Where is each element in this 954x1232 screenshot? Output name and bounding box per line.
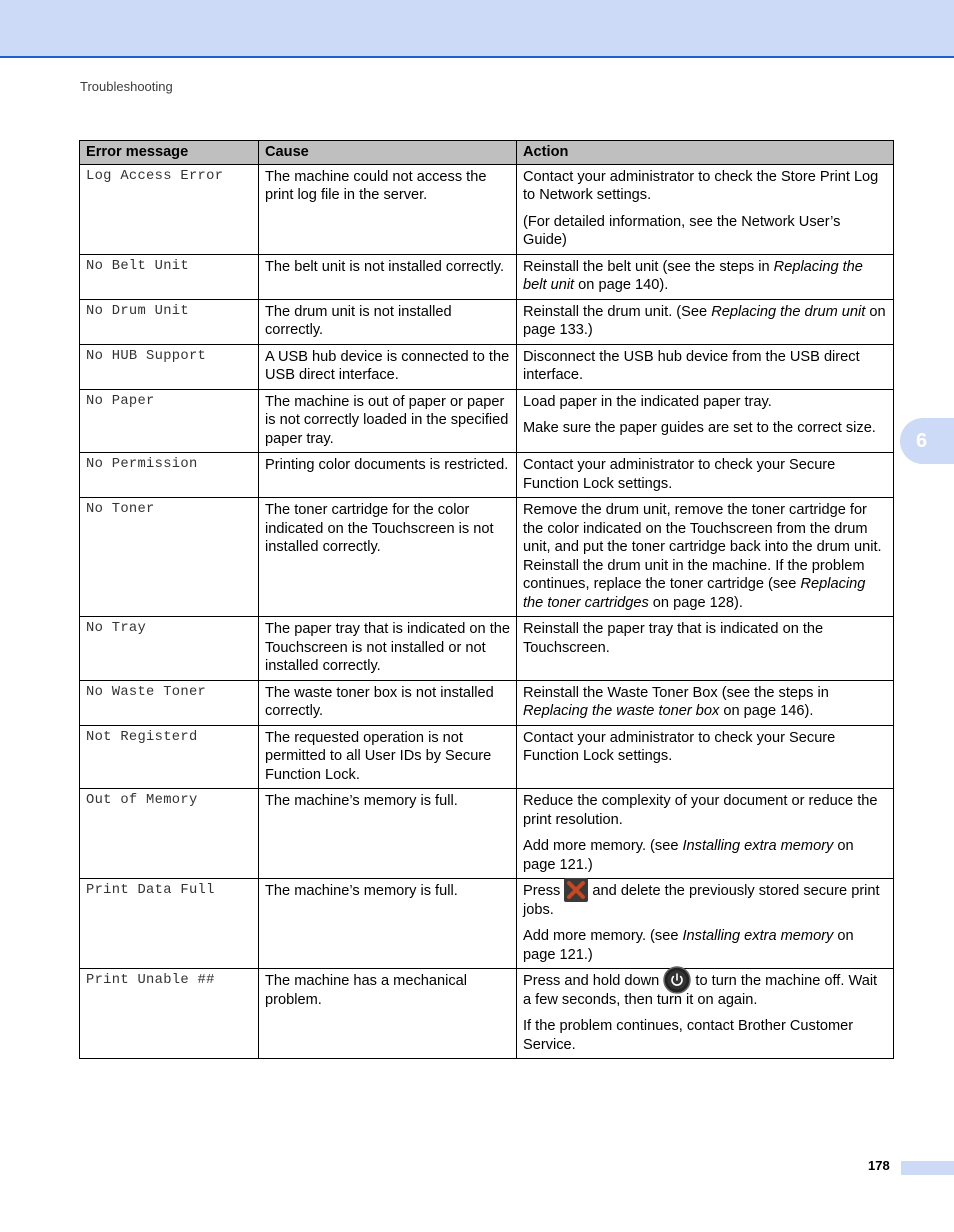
column-header-action: Action — [517, 141, 894, 165]
table-row — [80, 389, 894, 453]
action-paragraph — [523, 882, 887, 919]
cause-cell: Printing color documents is restricted. — [259, 453, 517, 498]
action-text: on page 146). — [719, 703, 814, 719]
cause-cell: The waste toner box is not installed correctly. — [259, 680, 517, 725]
error-message-cell: No Drum Unit — [80, 299, 259, 344]
error-message-cell: No Permission — [80, 453, 259, 498]
cancel-x-icon — [564, 878, 588, 902]
cause-cell: The belt unit is not installed correctly. — [259, 254, 517, 299]
error-message-cell: No Belt Unit — [80, 254, 259, 299]
cause-cell: The machine’s memory is full. — [259, 789, 517, 879]
action-paragraph — [523, 258, 887, 295]
chapter-tab[interactable] — [900, 418, 954, 464]
cause-cell: The requested operation is not permitted to all User IDs by Secure Function Lock. — [259, 725, 517, 789]
cause-cell: The machine could not access the print log file in the server. — [259, 164, 517, 254]
action-cell — [517, 254, 894, 299]
action-paragraph — [523, 501, 887, 612]
action-paragraph: Disconnect the USB hub device from the USB direct interface. — [523, 348, 860, 383]
chapter-number: 6 — [916, 429, 928, 452]
action-cell — [517, 725, 894, 789]
action-cell — [517, 453, 894, 498]
action-text: on page 121.) — [523, 928, 854, 963]
action-text: Reinstall the belt unit (see the steps in — [523, 258, 774, 275]
action-paragraph: Contact your administrator to check your Secure Function Lock settings. — [523, 729, 836, 764]
cause-cell: The machine is out of paper or paper is not correctly loaded in the specified paper tray. — [259, 389, 517, 453]
cross-reference: Installing extra memory — [682, 838, 834, 854]
table-header-row — [80, 141, 894, 165]
action-text: Press — [523, 883, 565, 899]
action-paragraph: Contact your administrator to check your Secure Function Lock settings. — [523, 457, 836, 492]
error-message-cell: No HUB Support — [80, 344, 259, 389]
page-header-band — [0, 0, 954, 58]
action-cell — [517, 680, 894, 725]
cross-reference: Replacing the drum unit — [711, 303, 866, 320]
cross-reference: Replacing the toner cartridges — [523, 576, 866, 611]
action-text: on page 121.) — [523, 838, 854, 873]
action-paragraph: Reinstall the paper tray that is indicated on the Touchscreen. — [523, 621, 824, 656]
column-header-cause: Cause — [259, 141, 517, 165]
error-message-cell: Log Access Error — [80, 164, 259, 254]
page-number: 178 — [868, 1158, 890, 1173]
table-row — [80, 254, 894, 299]
action-text: on page 133.) — [523, 303, 886, 338]
action-cell — [517, 164, 894, 254]
error-message-cell: Out of Memory — [80, 789, 259, 879]
action-paragraph: (For detailed information, see the Network User’s Guide) — [523, 213, 841, 248]
cause-cell: The paper tray that is indicated on the Touchscreen is not installed or not installed correctly. — [259, 617, 517, 681]
section-title: Troubleshooting — [80, 79, 173, 94]
action-cell — [517, 789, 894, 879]
action-text: Add more memory. (see — [523, 838, 683, 854]
error-message-cell: No Waste Toner — [80, 680, 259, 725]
action-text: Press and hold down — [523, 973, 664, 989]
action-paragraph: Load paper in the indicated paper tray. — [523, 393, 772, 410]
error-message-cell: No Tray — [80, 617, 259, 681]
cross-reference: Replacing the belt unit — [523, 258, 863, 293]
power-button-icon — [663, 966, 691, 994]
table-row — [80, 725, 894, 789]
page-number-bar — [901, 1161, 954, 1175]
action-cell — [517, 617, 894, 681]
cross-reference: Replacing the waste toner box — [523, 703, 720, 719]
error-message-cell: No Paper — [80, 389, 259, 453]
action-paragraph: Contact your administrator to check the Store Print Log to Network settings. — [523, 168, 879, 203]
table-row — [80, 789, 894, 879]
action-paragraph: Make sure the paper guides are set to the correct size. — [523, 420, 876, 436]
action-cell — [517, 879, 894, 969]
action-paragraph — [523, 837, 887, 874]
table-row — [80, 453, 894, 498]
action-paragraph: Reduce the complexity of your document or reduce the print resolution. — [523, 793, 878, 828]
action-paragraph — [523, 303, 887, 340]
action-paragraph — [523, 684, 887, 721]
action-text: on page 128). — [648, 594, 743, 611]
error-message-cell: Not Registerd — [80, 725, 259, 789]
table-row — [80, 969, 894, 1059]
action-text: Remove the drum unit, remove the toner cartridge for the color indicated on the Touchscreen from the drum unit, and put the toner cartridge back into the drum unit. Reinstall the drum unit in the machine. If the problem continues, replace the toner cartridge (see — [523, 502, 882, 592]
action-paragraph: If the problem continues, contact Brother Customer Service. — [523, 1018, 854, 1053]
cross-reference: Installing extra memory — [682, 928, 834, 944]
action-text: and delete the previously stored secure print jobs. — [523, 883, 880, 918]
table-row — [80, 617, 894, 681]
error-message-cell: Print Unable ## — [80, 969, 259, 1059]
action-text: Add more memory. (see — [523, 928, 683, 944]
column-header-error-message: Error message — [80, 141, 259, 165]
action-text: on page 140). — [574, 277, 669, 293]
action-text: to turn the machine off. Wait a few seconds, then turn it on again. — [523, 973, 878, 1008]
table-row — [80, 879, 894, 969]
error-message-table — [79, 140, 894, 1059]
cause-cell: The drum unit is not installed correctly. — [259, 299, 517, 344]
cause-cell: The machine’s memory is full. — [259, 879, 517, 969]
action-cell — [517, 969, 894, 1059]
error-message-cell: No Toner — [80, 498, 259, 617]
action-text: Reinstall the Waste Toner Box (see the steps in — [523, 684, 829, 701]
cause-cell: The machine has a mechanical problem. — [259, 969, 517, 1059]
action-cell — [517, 498, 894, 617]
table-row — [80, 299, 894, 344]
action-paragraph — [523, 972, 887, 1009]
table-row — [80, 344, 894, 389]
action-cell — [517, 389, 894, 453]
error-message-cell: Print Data Full — [80, 879, 259, 969]
table-row — [80, 164, 894, 254]
table-body — [80, 164, 894, 1059]
cause-cell: A USB hub device is connected to the USB direct interface. — [259, 344, 517, 389]
table-row — [80, 680, 894, 725]
action-cell — [517, 344, 894, 389]
action-cell — [517, 299, 894, 344]
table-row — [80, 498, 894, 617]
action-text: Reinstall the drum unit. (See — [523, 303, 712, 320]
cause-cell: The toner cartridge for the color indicated on the Touchscreen is not installed correctly. — [259, 498, 517, 617]
action-paragraph — [523, 927, 887, 964]
